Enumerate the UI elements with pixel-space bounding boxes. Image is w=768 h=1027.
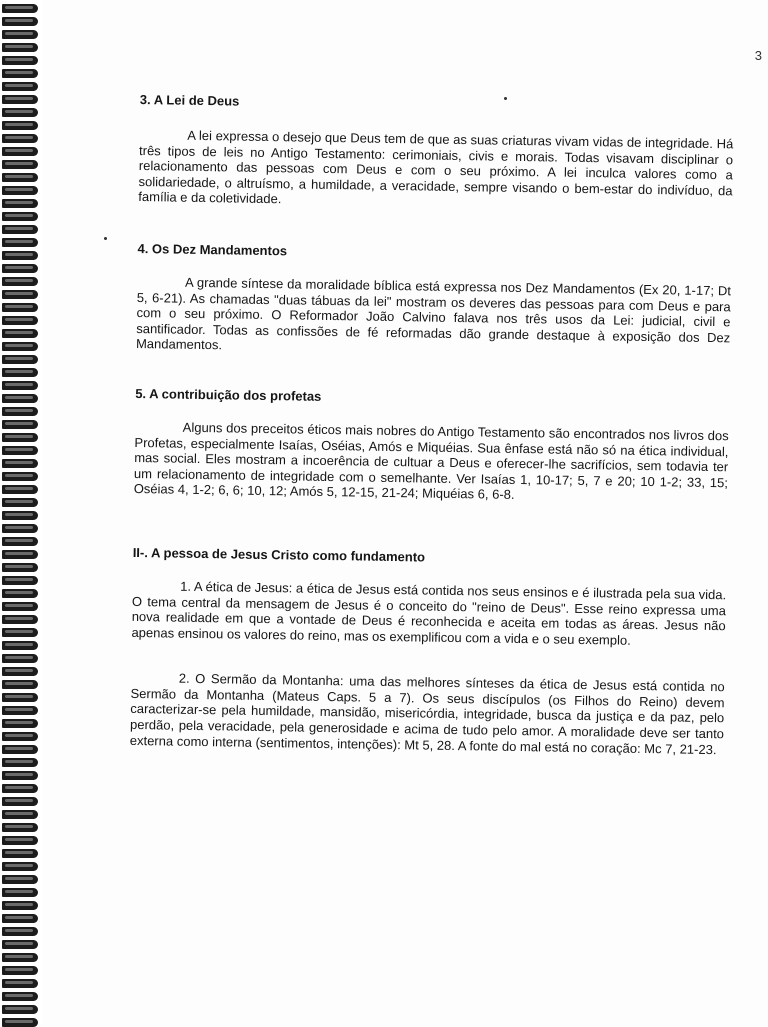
binding-coil (2, 849, 38, 858)
binding-coil (2, 654, 38, 663)
binding-coil (2, 706, 38, 715)
section-heading: 4. Os Dez Mandamentos (137, 240, 288, 259)
binding-coil (2, 693, 38, 702)
binding-coil (2, 927, 38, 936)
binding-coil (2, 940, 38, 949)
binding-coil (2, 30, 38, 39)
binding-coil (2, 95, 38, 104)
binding-coil (2, 264, 38, 273)
binding-coil (2, 628, 38, 637)
section-heading: 5. A contribuição dos profetas (135, 385, 322, 404)
section-heading: II-. A pessoa de Jesus Cristo como fundamento (132, 544, 426, 565)
section-paragraph: 1. A ética de Jesus: a ética de Jesus está contida nos seus ensinos e é ilustrada pela sua vida. O tema central da mensagem de Jesus é o conceito do "reino de Deus". Esse reino expressa uma nova realidade em que a vontade de Deus é reconhecida e aceita em todas as áreas. Jesus não apenas ensinou os valores do reino, mas os exemplificou com a vida e o seu exemplo. (131, 578, 727, 648)
binding-coil (2, 992, 38, 1001)
binding-coil (2, 966, 38, 975)
binding-coil (2, 888, 38, 897)
binding-coil (2, 212, 38, 221)
binding-coil (2, 394, 38, 403)
binding-coil (2, 914, 38, 923)
binding-coil (2, 277, 38, 286)
binding-coil (2, 433, 38, 442)
binding-coil (2, 485, 38, 494)
binding-coil (2, 875, 38, 884)
section-paragraph: Alguns dos preceitos éticos mais nobres do Antigo Testamento são encontrados nos livros dos Profetas, especialmente Isaías, Oséias, Amós e Miquéias. Sua ênfase está não só na ética individual, mas social. Eles mostram a incoerência de cultuar a Deus e oferecer-lhe sacrifícios, sem todavia ter um relacionamento de integridade com o semelhante. Ver Isaías 1, 10-17; 5, 7 e 20; 10 1-2; 33, 15; Oséias 4, 1-2; 6, 6; 10, 12; Amós 5, 12-15, 21-24; Miquéias 6, 6-8. (133, 419, 729, 503)
binding-coil (2, 407, 38, 416)
binding-coil (2, 420, 38, 429)
binding-coil (2, 342, 38, 351)
binding-coil (2, 979, 38, 988)
binding-coil (2, 290, 38, 299)
page-number: 3 (754, 48, 762, 63)
binding-coil (2, 368, 38, 377)
binding-coil (2, 537, 38, 546)
binding-coil (2, 56, 38, 65)
binding-coil (2, 641, 38, 650)
binding-coil (2, 355, 38, 364)
binding-coil (2, 121, 38, 130)
binding-coil (2, 615, 38, 624)
binding-coil (2, 199, 38, 208)
binding-coil (2, 238, 38, 247)
binding-coil (2, 43, 38, 52)
binding-coil (2, 186, 38, 195)
binding-coil (2, 147, 38, 156)
section-paragraph: A grande síntese da moralidade bíblica está expressa nos Dez Mandamentos (Ex 20, 1-17; Dt 5, 6-21). As chamadas "duas tábuas da lei" mostram os deveres das pessoas para com Deus e para com o seu próximo. O Reformador João Calvino falava nos três usos da Lei: judicial, civil e santificador. Todas as confissões de fé reformadas dão grande destaque à exposição dos Dez Mandamentos. (135, 274, 732, 353)
binding-coil (2, 680, 38, 689)
binding-coil (2, 589, 38, 598)
binding-coil (2, 576, 38, 585)
binding-coil (2, 836, 38, 845)
binding-coil (2, 108, 38, 117)
section-lei-de-deus (138, 92, 734, 214)
binding-coil (2, 862, 38, 871)
binding-coil (2, 329, 38, 338)
binding-coil (2, 732, 38, 741)
binding-coil (2, 550, 38, 559)
binding-coil (2, 758, 38, 767)
binding-coil (2, 953, 38, 962)
binding-coil (2, 602, 38, 611)
binding-coil (2, 667, 38, 676)
binding-coil (2, 511, 38, 520)
binding-coil (2, 472, 38, 481)
binding-coil (2, 160, 38, 169)
binding-coil (2, 1005, 38, 1014)
binding-coil (2, 784, 38, 793)
section-contribuicao-profetas (134, 386, 730, 506)
scan-speck (104, 237, 107, 240)
binding-coil (2, 69, 38, 78)
binding-coil (2, 797, 38, 806)
binding-coil (2, 745, 38, 754)
binding-coil (2, 459, 38, 468)
binding-coil (2, 316, 38, 325)
binding-coil (2, 810, 38, 819)
binding-coil (2, 82, 38, 91)
binding-coil (2, 225, 38, 234)
binding-coil (2, 771, 38, 780)
binding-coil (2, 524, 38, 533)
binding-coil (2, 719, 38, 728)
binding-coil (2, 1018, 38, 1027)
section-paragraph: 2. O Sermão da Montanha: uma das melhores sínteses da ética de Jesus está contida no Sermão da Montanha (Mateus Caps. 5 a 7). Os seus discípulos (os Filhos do Reino) devem caracterizar-se pela humildade, mansidão, misericórdia, integridade, busca da justiça e da paz, pelo perdão, pela veracidade, pela generosidade e acima de tudo pelo amor. A moralidade deve ser tanto externa como interna (sentimentos, intenções): Mt 5, 28. A fonte do mal está no coração: Mc 7, 21-23. (129, 670, 725, 757)
binding-coil (2, 498, 38, 507)
document-body (130, 92, 734, 757)
binding-coil (2, 173, 38, 182)
section-paragraph: A lei expressa o desejo que Deus tem de que as suas criaturas vivam vidas de integridade. Há três tipos de leis no Antigo Testamento: cerimoniais, civis e morais. Todas visavam disciplinar o relacionamento das pessoas com Deus e com o seu próximo. A lei inculca valores como a solidariedade, o altruísmo, a humildade, a veracidade, sempre visando o bem-estar do indivíduo, da família e da coletividade. (138, 127, 734, 207)
binding-coil (2, 4, 38, 13)
spiral-binding (0, 0, 42, 1024)
section-dez-mandamentos (136, 241, 732, 361)
binding-coil (2, 17, 38, 26)
section-heading: 3. A Lei de Deus (139, 92, 240, 109)
binding-coil (2, 251, 38, 260)
binding-coil (2, 563, 38, 572)
binding-coil (2, 823, 38, 832)
binding-coil (2, 446, 38, 455)
binding-coil (2, 381, 38, 390)
binding-coil (2, 134, 38, 143)
binding-coil (2, 303, 38, 312)
binding-coil (2, 901, 38, 910)
section-pessoa-de-jesus (130, 545, 727, 758)
